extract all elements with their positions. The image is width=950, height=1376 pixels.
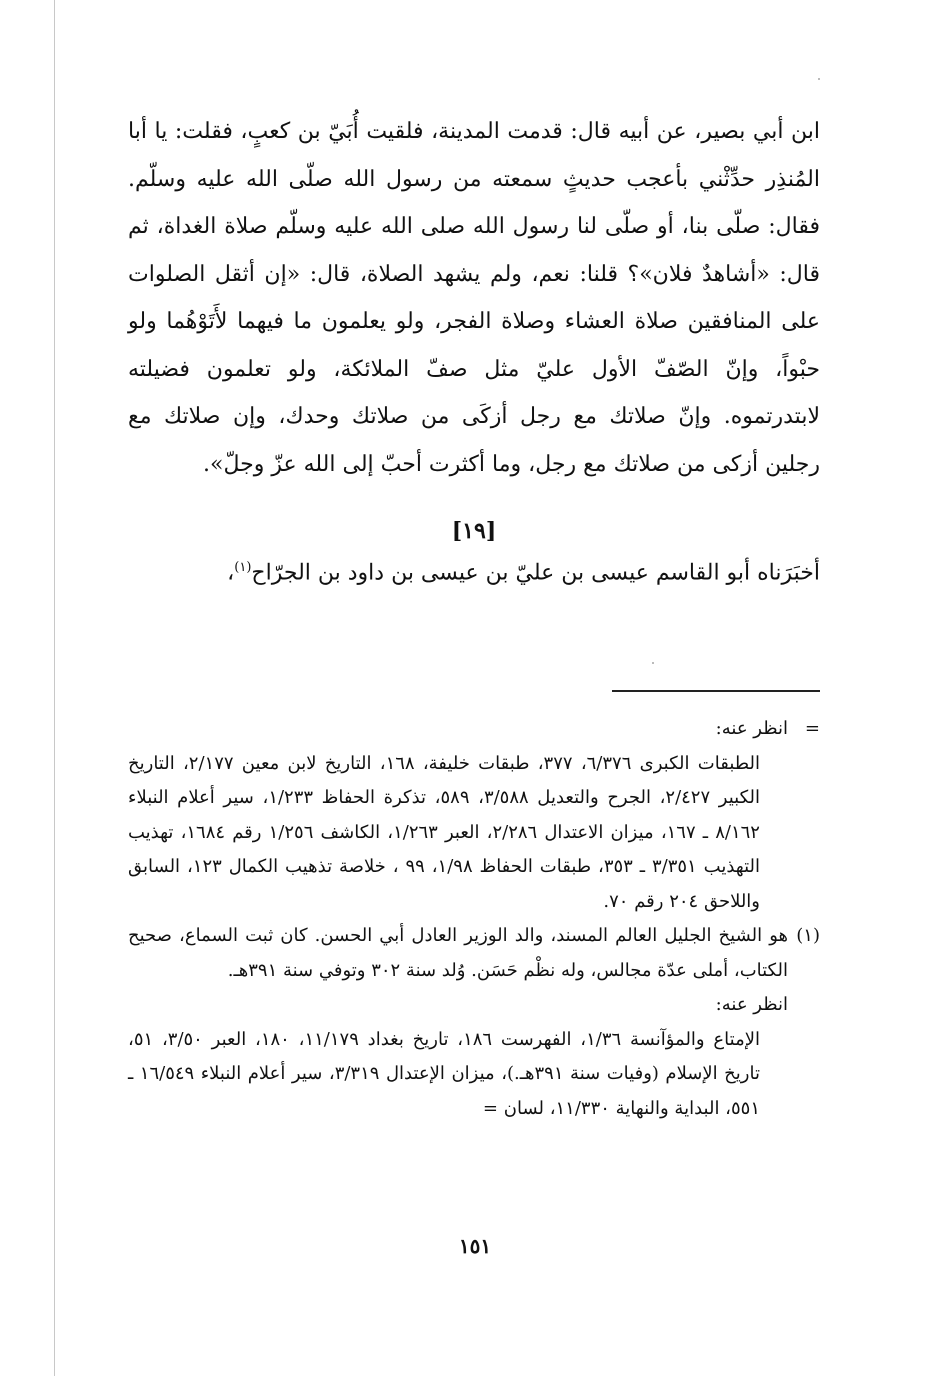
chain-intro-end: ، (227, 560, 235, 586)
section-number: [١٩] (451, 518, 497, 544)
chain-intro-text: أخبَرَناه أبو القاسم عيسى بن عليّ بن عيسى بن داود بن الجرّاح (251, 560, 820, 586)
footnote-text: هو الشيخ الجليل العالم المسند، والد الوزير العادل أبي الحسن. كان ثبت السماع، صحيح الكتاب، أملى عدّة مجالس، وله نظْم حَسَن. وُلد سنة ٣٠٢ وتوفي سنة ٣٩١هـ. (128, 925, 788, 981)
main-content (128, 108, 820, 593)
footnote-continued (128, 712, 820, 919)
hadith-text-block (128, 108, 820, 488)
footnote-reference: (١) (234, 560, 252, 575)
footnote-separator (612, 690, 820, 692)
footnote-sources: الطبقات الكبرى ٦/٣٧٦، ٣٧٧، طبقات خليفة، ١٦٨، التاريخ لابن معين ٢/١٧٧، التاريخ الكبير ٢/٤٢٧، الجرح والتعديل ٣/٥٨٨، ٥٨٩، تذكرة الحفاظ ١/٢٣٣، سير أعلام النبلاء ٨/١٦٢ ـ ١٦٧، ميزان الاعتدال ٢/٢٨٦، العبر ١/٢٦٣، الكاشف ١/٢٥٦ رقم ١٦٨٤، تهذيب التهذيب ٣/٣٥١ ـ ٣٥٣، طبقات الحفاظ ١/٩٨، ٩٩ ، خلاصة تذهيب الكمال ١٢٣، السابق واللاحق ٢٠٤ رقم ٧٠. (128, 752, 761, 912)
footnote-1 (128, 919, 820, 1126)
footnote-see-label: انظر عنه: (715, 718, 788, 739)
continuation-marker: = (804, 718, 820, 739)
chain-intro-line (128, 548, 820, 593)
continues-marker: = (482, 1097, 498, 1119)
binding-edge-line (54, 0, 55, 1376)
footnote-sources (128, 1023, 788, 1127)
footnote-marker: (١) (796, 925, 820, 946)
hadith-paragraph: ابن أبي بصير، عن أبيه قال: قدمت المدينة، فلقيت أُبَيّ بن كعبٍ، فقلت: يا أبا المُنذِر حدِّثْني بأعجب حديثٍ سمعته من رسول الله صلّى الله عليه وسلّم. فقال: صلّى بنا، أو صلّى لنا رسول الله صلى الله عليه وسلّم صلاة الغداة، ثم قال: «أشاهدٌ فلان»؟ قلنا: نعم، ولم يشهد الصلاة، قال: «إن أثقل الصلوات على المنافقين صلاة العشاء وصلاة الفجر، ولو يعلمون ما فيهما لأَتَوْهُما ولو حبْواً، وإنّ الصّفّ الأول عليّ مثل صفّ الملائكة، ولو تعلمون فضيلته لابتدرتموه. وإنّ صلاتك مع رجل أزكَى من صلاتك وحدك، وإن صلاتك مع رجلين أزكى من صلاتك مع رجل، وما أكثرت أحبّ إلى الله عزّ وجلّ». (128, 119, 820, 477)
footnotes-section (128, 712, 820, 1126)
page-number: ١٥١ (458, 1234, 492, 1258)
print-speck (818, 78, 820, 80)
footnote-sources-text: الإمتاع والمؤآنسة ١/٣٦، الفهرست ١٨٦، تاريخ بغداد ١١/١٧٩، ١٨٠، العبر ٣/٥٠، ٥١، تاريخ الإسلام (وفيات سنة ٣٩١هـ.)، ميزان الإعتدال ٣/٣١٩، سير أعلام النبلاء ١٦/٥٤٩ ـ ٥٥١، البداية والنهاية ١١/٣٣٠، لسان (128, 1028, 760, 1119)
footnote-see-label: انظر عنه: (715, 994, 788, 1015)
print-speck (652, 662, 654, 664)
